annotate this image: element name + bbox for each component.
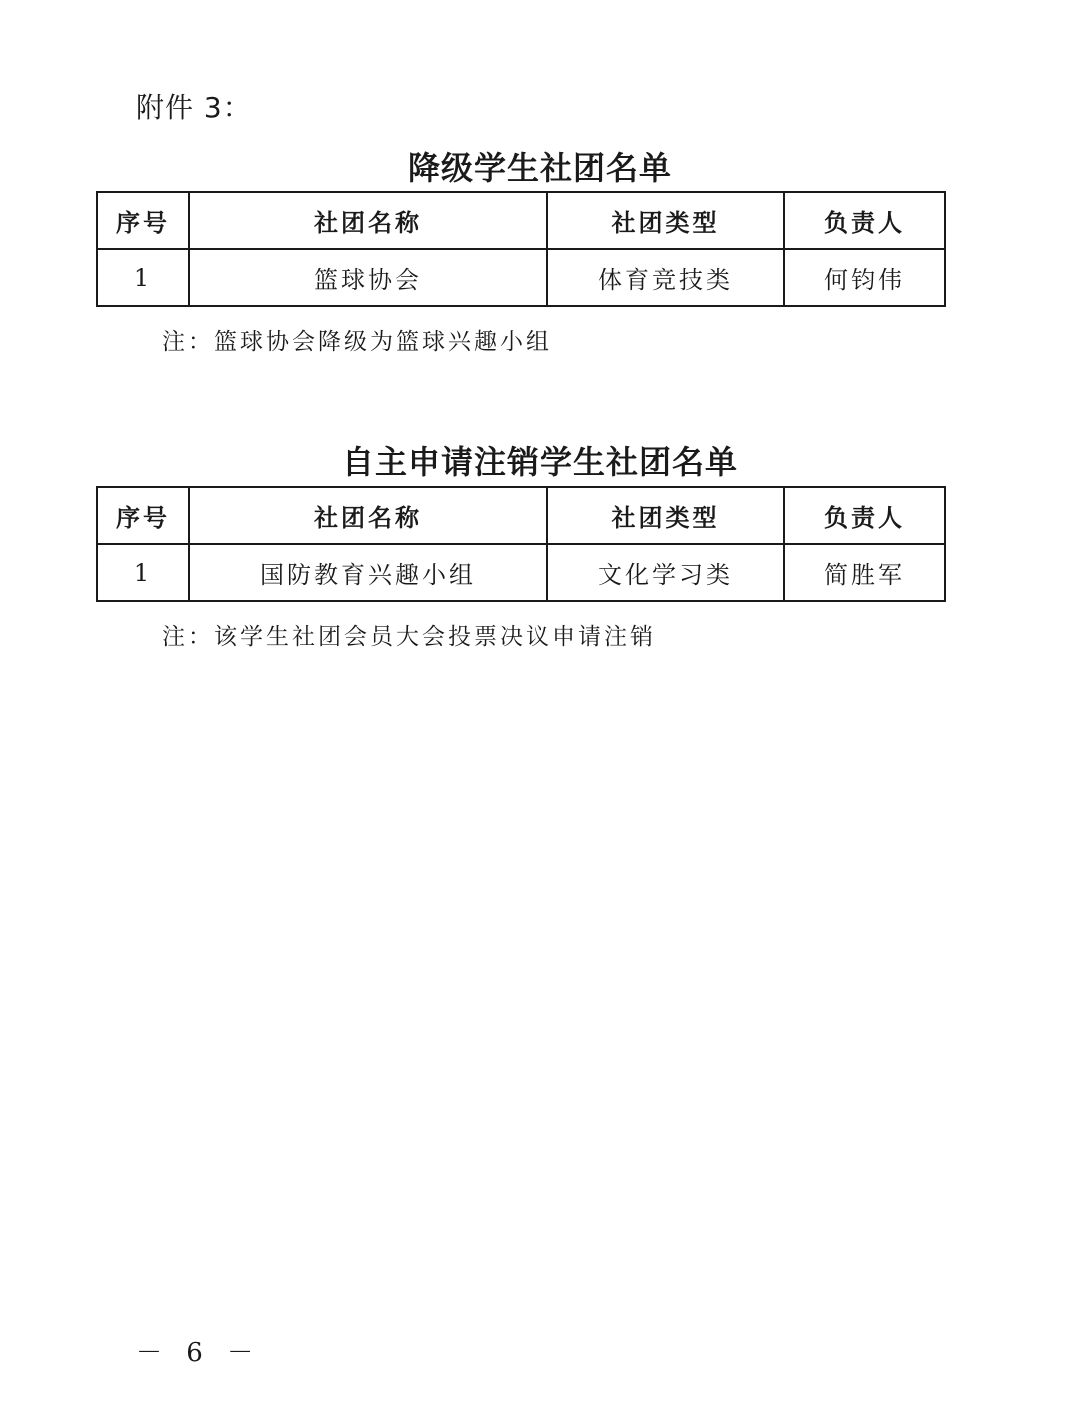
cell-club-name: 国防教育兴趣小组	[189, 544, 547, 601]
demoted-clubs-title: 降级学生社团名单	[407, 149, 672, 187]
header-club-name: 社团名称	[189, 487, 547, 544]
demoted-clubs-table	[96, 191, 946, 307]
header-seq: 序号	[97, 192, 189, 249]
cell-person-in-charge: 何钧伟	[784, 249, 945, 306]
header-club-name: 社团名称	[189, 192, 547, 249]
cell-seq: 1	[97, 544, 189, 601]
header-person-in-charge: 负责人	[784, 192, 945, 249]
cell-person-in-charge: 简胜军	[784, 544, 945, 601]
table-header-row	[97, 192, 945, 249]
header-club-type: 社团类型	[547, 192, 784, 249]
page-number: － 6 －	[136, 1338, 262, 1368]
cell-club-name: 篮球协会	[189, 249, 547, 306]
header-person-in-charge: 负责人	[784, 487, 945, 544]
cell-club-type: 体育竞技类	[547, 249, 784, 306]
table-row	[97, 544, 945, 601]
cell-seq: 1	[97, 249, 189, 306]
header-seq: 序号	[97, 487, 189, 544]
deregistered-clubs-title: 自主申请注销学生社团名单	[341, 443, 738, 481]
demoted-clubs-note: 注：篮球协会降级为篮球兴趣小组	[162, 329, 552, 355]
attachment-label: 附件 3：	[136, 91, 252, 124]
deregistered-clubs-note: 注：该学生社团会员大会投票决议申请注销	[162, 624, 656, 650]
header-club-type: 社团类型	[547, 487, 784, 544]
table-row	[97, 249, 945, 306]
cell-club-type: 文化学习类	[547, 544, 784, 601]
deregistered-clubs-table	[96, 486, 946, 602]
table-header-row	[97, 487, 945, 544]
